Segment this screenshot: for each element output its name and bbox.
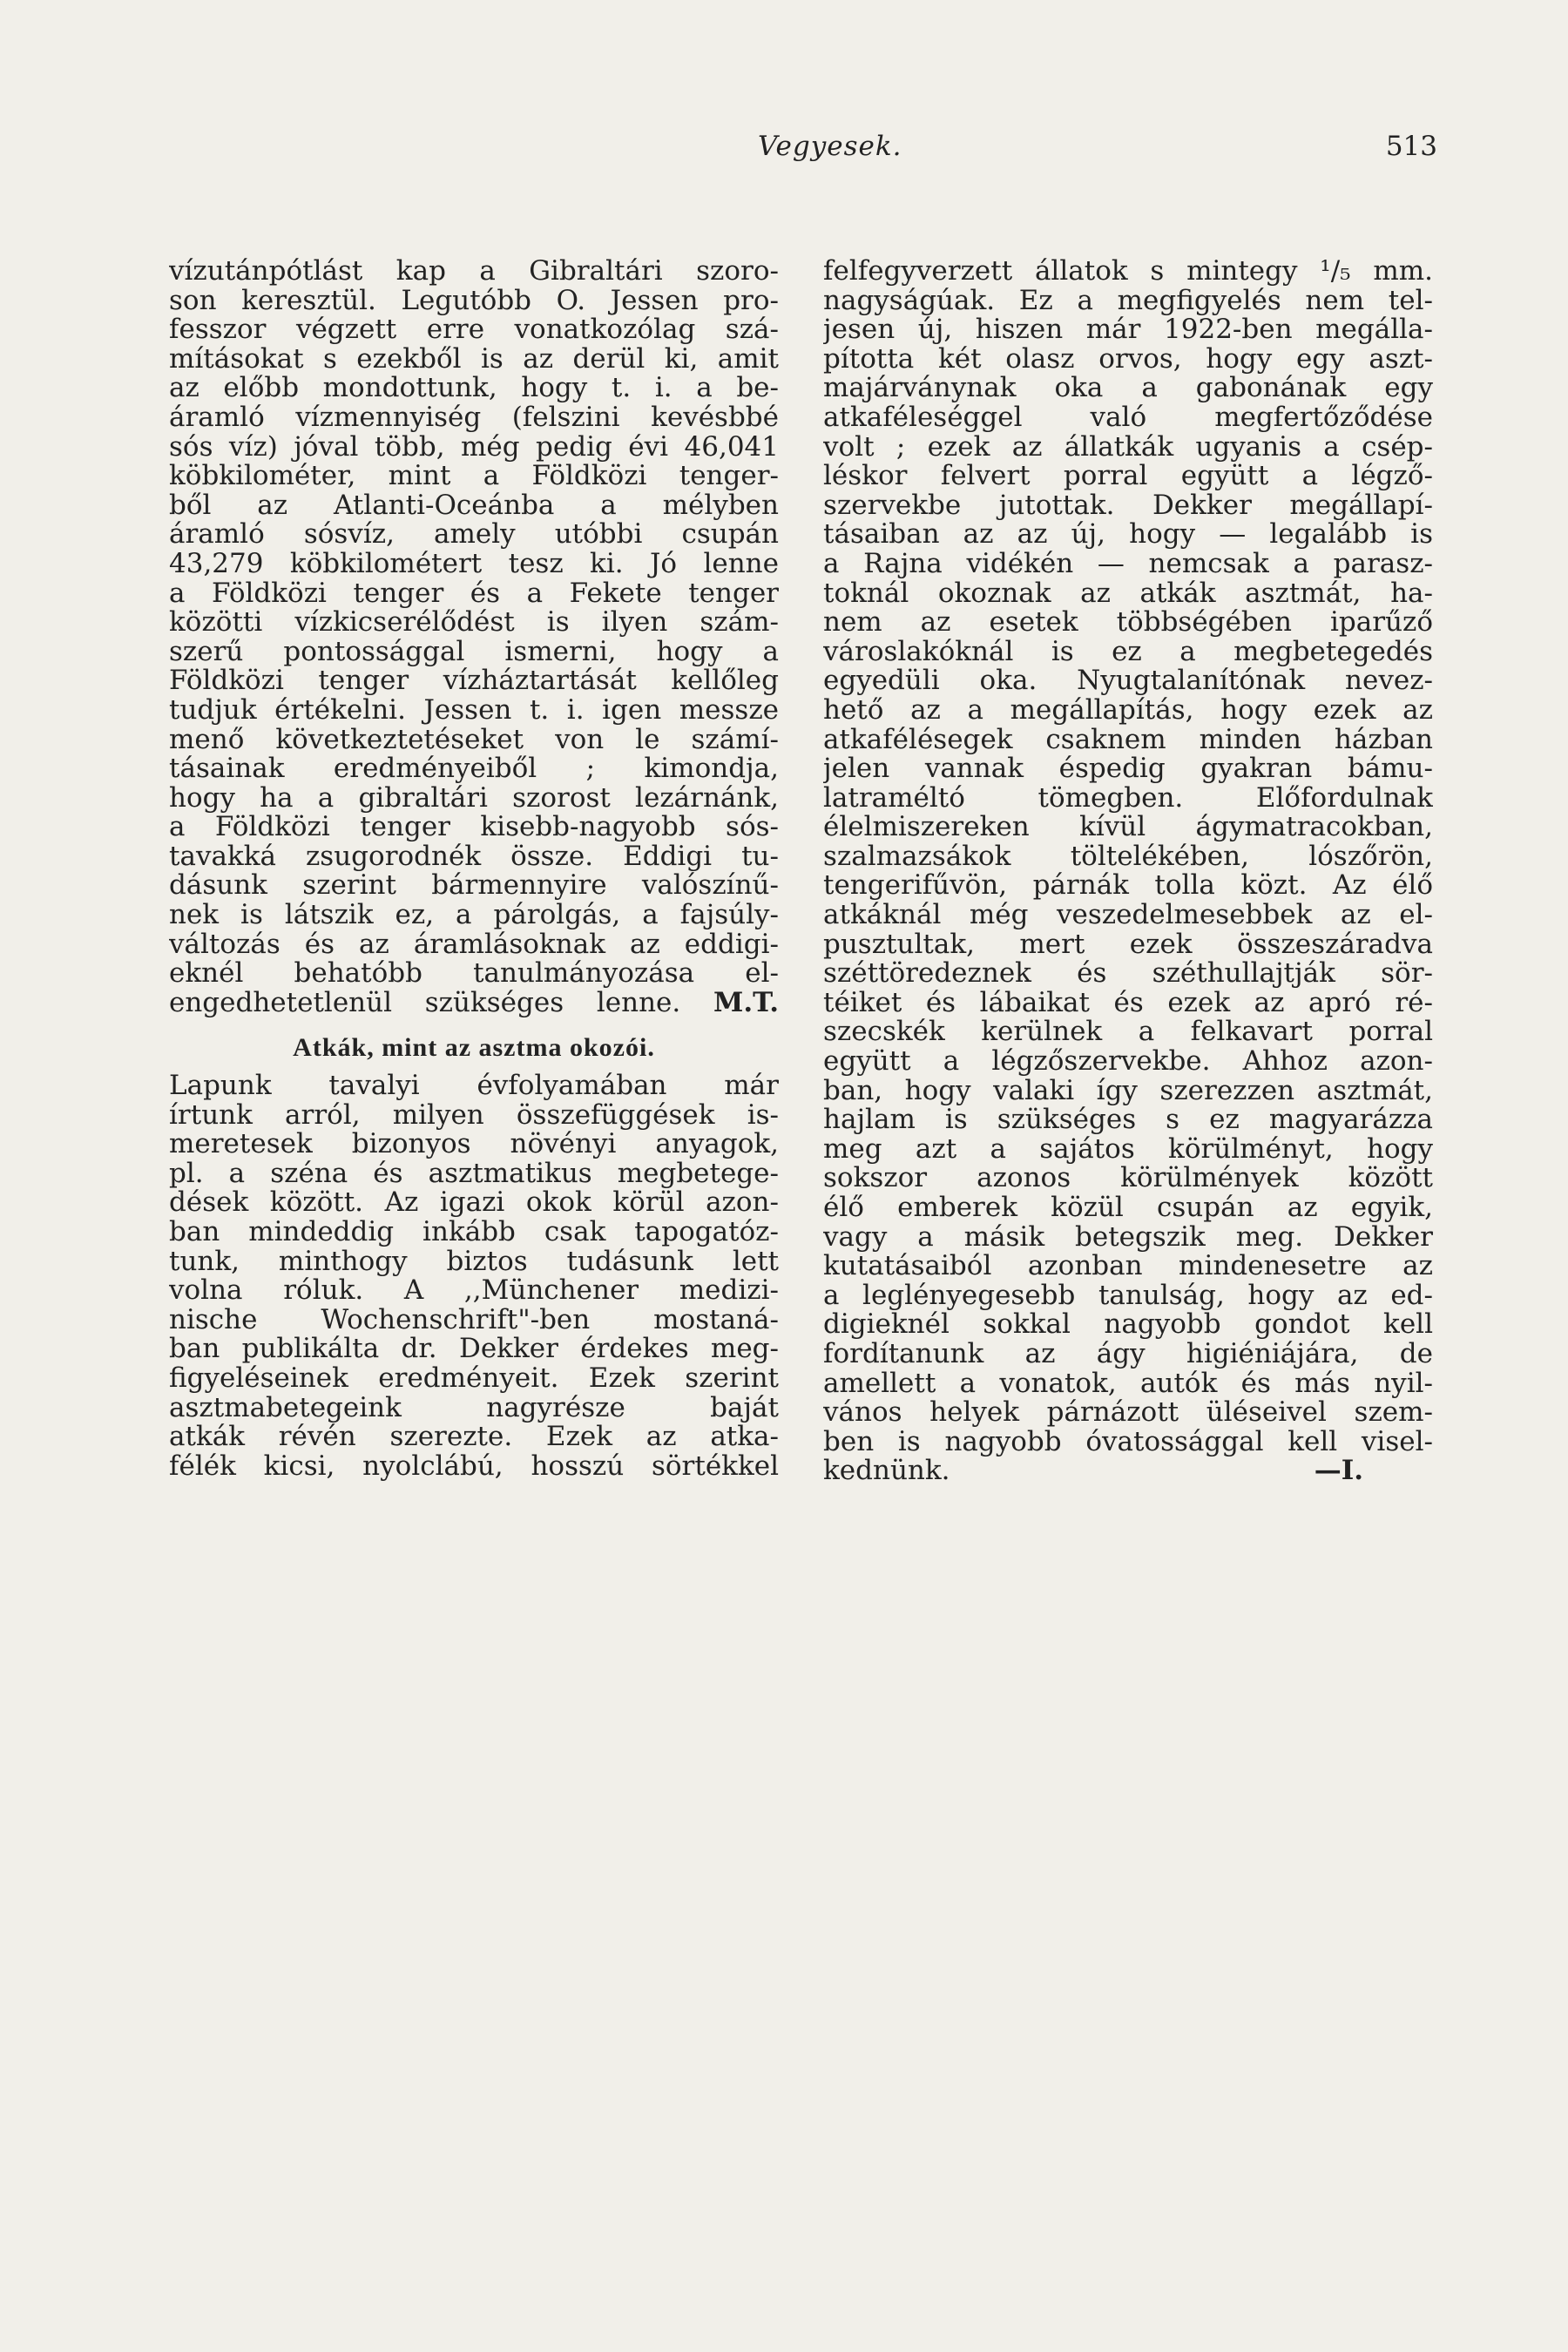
text-line: élelmiszereken kívül ágymatracokban,	[823, 813, 1433, 842]
text-line: léskor felvert porral együtt a légző-	[823, 462, 1433, 491]
text-line: egyedüli oka. Nyugtalanítónak nevez-	[823, 666, 1433, 696]
text-line: vízutánpótlást kap a Gibraltári szoro-	[169, 257, 779, 287]
text-line: tengerifűvön, párnák tolla közt. Az élő	[823, 871, 1433, 902]
text-line: változás és az áramlásoknak az eddigi-	[169, 929, 779, 960]
text-line: tásainak eredményeiből ; kimondja,	[169, 754, 779, 784]
text-line: eknél behatóbb tanulmányozása el-	[169, 959, 779, 989]
text-line: volna róluk. A ,,Münchener medizi-	[169, 1276, 779, 1306]
text-line: volt ; ezek az állatkák ugyanis a csép-	[823, 432, 1433, 463]
paragraph-atkak-last-line	[823, 1456, 1433, 1486]
text-line: figyeléseinek eredményeit. Ezek szerint	[169, 1363, 779, 1394]
text-line: áramló sósvíz, amely utóbbi csupán	[169, 520, 779, 550]
page-number: 513	[1385, 131, 1437, 162]
text-line: dásunk szerint bármennyire valószínű-	[169, 871, 779, 902]
text-line: félék kicsi, nyolclábú, hosszú sörtékkel	[169, 1451, 779, 1482]
text-line: írtunk arról, milyen összefüggések is-	[169, 1100, 779, 1131]
text-line: atkaféleséggel való megfertőződése	[823, 402, 1433, 433]
text-line: latraméltó tömegben. Előfordulnak	[823, 783, 1433, 814]
text-line: meg azt a sajátos körülményt, hogy	[823, 1134, 1433, 1165]
text-line: Földközi tenger vízháztartását kellőleg	[169, 666, 779, 696]
text-line: tunk, minthogy biztos tudásunk lett	[169, 1247, 779, 1277]
text-line: majárványnak oka a gabonának egy	[823, 374, 1433, 403]
text-line: tásaiban az az új, hogy — legalább is	[823, 520, 1433, 550]
text-line: sós víz) jóval több, még pedig évi 46,041	[169, 432, 779, 463]
text-line: ban mindeddig inkább csak tapogatóz-	[169, 1218, 779, 1247]
text-line: ban, hogy valaki így szerezzen asztmát,	[823, 1076, 1433, 1106]
text-line: a Rajna vidékén — nemcsak a parasz-	[823, 549, 1433, 579]
text-line: atkáknál még veszedelmesebbek az el-	[823, 901, 1433, 930]
text-line: együtt a légzőszervekbe. Ahhoz azon-	[823, 1047, 1433, 1077]
text-line: jelen vannak éspedig gyakran bámu-	[823, 754, 1433, 784]
text-line: áramló vízmennyiség (felszini kevésbbé	[169, 402, 779, 433]
text-line: dések között. Az igazi okok körül azon-	[169, 1188, 779, 1218]
text-line: a Földközi tenger kisebb-nagyobb sós-	[169, 813, 779, 842]
text-line: a leglényegesebb tanulság, hogy az ed-	[823, 1281, 1433, 1311]
text-line: ben is nagyobb óvatossággal kell visel-	[823, 1427, 1433, 1457]
paragraph-last-text: kednünk.	[823, 1456, 950, 1486]
text-line: pította két olasz orvos, hogy egy aszt-	[823, 344, 1433, 375]
text-line: a Földközi tenger és a Fekete tenger	[169, 578, 779, 609]
text-line: sokszor azonos körülmények között	[823, 1164, 1433, 1193]
text-line: asztmabetegeink nagyrésze baját	[169, 1393, 779, 1423]
text-line: mításokat s ezekből is az derül ki, amit	[169, 344, 779, 375]
left-column	[169, 257, 779, 1481]
text-line: széttöredeznek és széthullajtják sör-	[823, 959, 1433, 989]
text-line: nek is látszik ez, a párolgás, a fajsúly-	[169, 901, 779, 930]
text-line: városlakóknál is ez a megbetegedés	[823, 637, 1433, 667]
text-line: szervekbe jutottak. Dekker megállapí-	[823, 490, 1433, 521]
text-line: menő következtetéseket von le számí-	[169, 725, 779, 755]
text-line: nagyságúak. Ez a megfigyelés nem tel-	[823, 286, 1433, 316]
text-line: hető az a megállapítás, hogy ezek az	[823, 695, 1433, 726]
author-signoff-mt: M.T.	[713, 988, 779, 1018]
paragraph-last-text: engedhetetlenül szükséges lenne.	[169, 988, 681, 1018]
text-line: élő emberek közül csupán az egyik,	[823, 1193, 1433, 1223]
text-line: pusztultak, mert ezek összeszáradva	[823, 929, 1433, 960]
text-line: közötti vízkicserélődést is ilyen szám-	[169, 608, 779, 638]
text-line: hogy ha a gibraltári szorost lezárnánk,	[169, 783, 779, 814]
text-line: tudjuk értékelni. Jessen t. i. igen messze	[169, 695, 779, 726]
paragraph-gibraltar-last-line	[169, 989, 779, 1018]
text-line: felfegyverzett állatok s mintegy ¹/₅ mm.	[823, 257, 1433, 287]
right-column	[823, 257, 1433, 1486]
text-line: fesszor végzett erre vonatkozólag szá-	[169, 315, 779, 345]
text-line: téiket és lábaikat és ezek az apró ré-	[823, 988, 1433, 1018]
text-line: szerű pontossággal ismerni, hogy a	[169, 637, 779, 667]
text-line: vagy a másik betegszik meg. Dekker	[823, 1222, 1433, 1253]
running-header	[166, 131, 1437, 174]
text-line: atkafélésegek csaknem minden házban	[823, 725, 1433, 755]
text-line: Lapunk tavalyi évfolyamában már	[169, 1071, 779, 1101]
text-line: az előbb mondottunk, hogy t. i. a be-	[169, 374, 779, 403]
text-line: tavakká zsugorodnék össze. Eddigi tu-	[169, 841, 779, 872]
section-heading: Atkák, mint az asztma okozói.	[293, 1033, 655, 1063]
text-line: son keresztül. Legutóbb O. Jessen pro-	[169, 286, 779, 316]
text-line: jesen új, hiszen már 1922-ben megálla-	[823, 315, 1433, 345]
text-line: ből az Atlanti-Oceánba a mélyben	[169, 490, 779, 521]
text-line: nische Wochenschrift"-ben mostaná-	[169, 1305, 779, 1335]
text-line: köbkilométer, mint a Földközi tenger-	[169, 462, 779, 491]
text-line: szalmazsákok töltelékében, lószőrön,	[823, 841, 1433, 872]
text-line: digieknél sokkal nagyobb gondot kell	[823, 1310, 1433, 1340]
text-line: amellett a vonatok, autók és más nyil-	[823, 1369, 1433, 1399]
text-line: toknál okoznak az atkák asztmát, ha-	[823, 578, 1433, 609]
running-title: Vegyesek.	[758, 131, 902, 162]
text-line: atkák révén szerezte. Ezek az atka-	[169, 1423, 779, 1452]
paragraph-atkak	[169, 1071, 779, 1481]
paragraph-atkak-continued	[823, 257, 1433, 1456]
text-line: vános helyek párnázott üléseivel szem-	[823, 1398, 1433, 1428]
paragraph-gibraltar	[169, 257, 779, 989]
author-signoff-i: —I.	[1314, 1456, 1363, 1486]
text-line: 43,279 köbkilométert tesz ki. Jó lenne	[169, 549, 779, 579]
text-line: meretesek bizonyos növényi anyagok,	[169, 1130, 779, 1159]
text-line: nem az esetek többségében iparűző	[823, 608, 1433, 638]
text-line: hajlam is szükséges s ez magyarázza	[823, 1105, 1433, 1135]
text-line: szecskék kerülnek a felkavart porral	[823, 1017, 1433, 1048]
text-line: kutatásaiból azonban mindenesetre az	[823, 1252, 1433, 1281]
text-line: ban publikálta dr. Dekker érdekes meg-	[169, 1335, 779, 1364]
text-line: pl. a széna és asztmatikus megbetege-	[169, 1159, 779, 1189]
text-line: fordítanunk az ágy higiéniájára, de	[823, 1339, 1433, 1369]
